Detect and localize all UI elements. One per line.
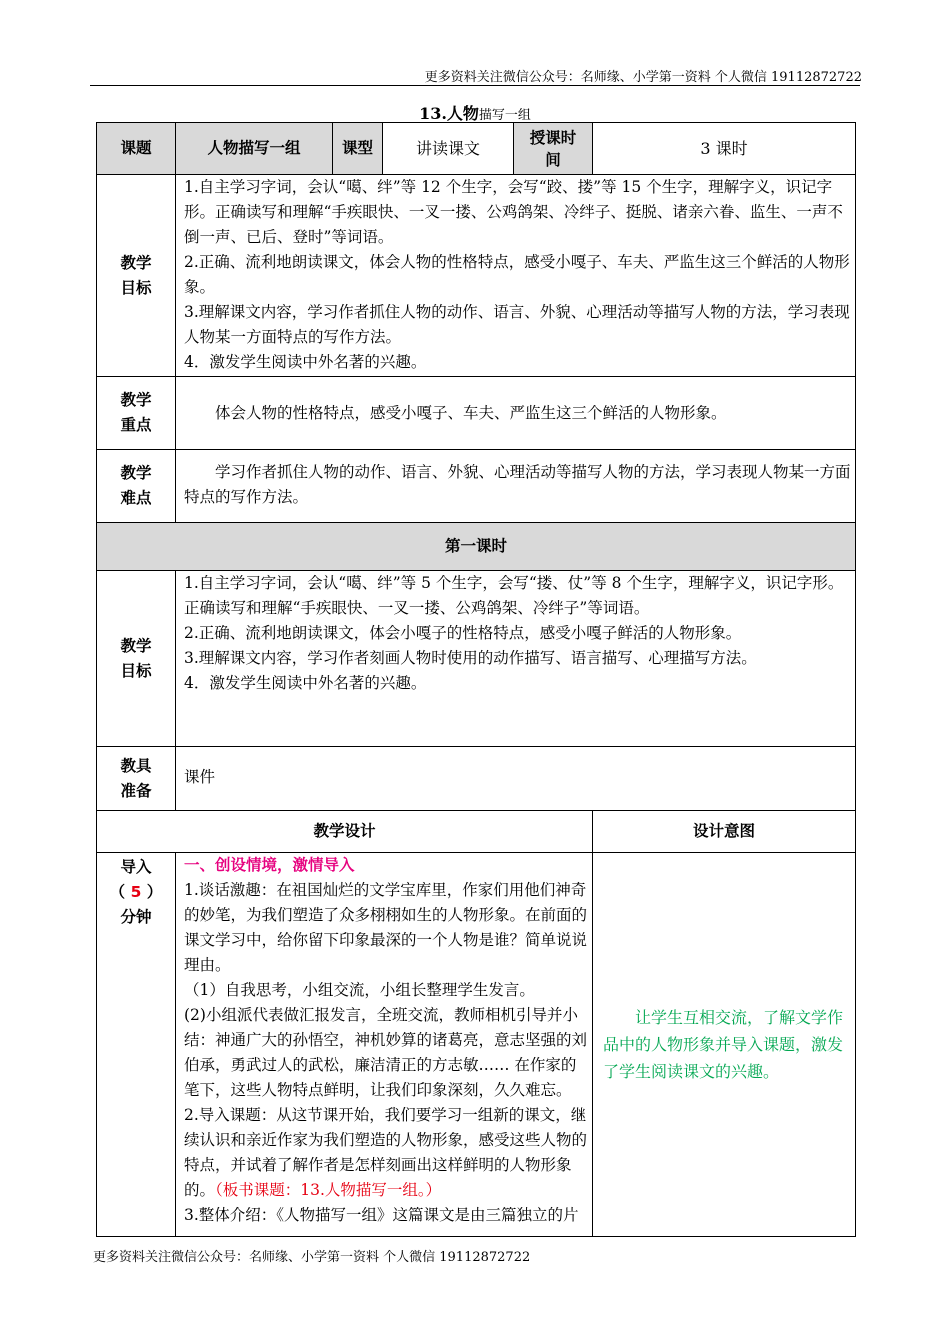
intro-minutes-row [97,880,175,905]
header-divider [90,85,860,86]
lesson-goal-item: 1.自主学习字词，会认“噶、绊”等 5 个生字，会写“搂、仗”等 8 个生字，理解字义，识记字形。正确读写和理解“手疾眼快、一叉一搂、公鸡鸽架、冷绊子”等词语。 [184,574,844,617]
difficulties-text: 学习作者抓住人物的动作、语言、外貌、心理活动等描写人物的方法，学习表现人物某一方面特点的写作方法。 [184,463,851,506]
topic-value: 人物描写一组 [176,123,333,175]
header-note: 更多资料关注微信公众号：名师缘、小学第一资料 个人微信 19112872722 [424,70,862,85]
difficulties-content [176,450,856,523]
intro-time-label [97,853,176,1237]
intro-label-top: 导入 [120,858,152,876]
lesson-goals-content [176,571,856,747]
intro-label-bottom: 分钟 [120,908,152,926]
type-label: 课型 [333,123,383,175]
goals-label: 教学目标 [97,175,176,377]
key-points-content [176,377,856,450]
board-title-note: （板书课题：13.人物描写一组。） [215,1181,442,1199]
key-points-label: 教学重点 [97,377,176,450]
paren-close: ） [146,883,163,901]
hours-label: 授课时间 [514,123,593,175]
lesson-goal-item: 3.理解课文内容，学习作者刻画人物时使用的动作描写、语言描写、心理描写方法。 [184,649,757,667]
goals-content [176,175,856,377]
intro-intent [593,853,856,1237]
difficulties-label: 教学难点 [97,450,176,523]
key-points-text: 体会人物的性格特点，感受小嘎子、车夫、严监生这三个鲜活的人物形象。 [215,403,727,422]
intro-section-title: 一、创设情境，激情导入 [184,856,355,874]
lesson-heading: 第一课时 [97,523,856,571]
intro-content [176,853,593,1237]
goal-item: 2.正确、流利地朗读课文，体会人物的性格特点，感受小嘎子、车夫、严监生这三个鲜活的人物形象。 [184,253,850,296]
type-value: 讲读课文 [383,123,514,175]
intent-header: 设计意图 [593,811,856,853]
tools-label: 教具准备 [97,747,176,811]
intro-paragraph: 3.整体介绍：《人物描写一组》这篇课文是由三篇独立的片 [184,1206,579,1224]
topic-label: 课题 [97,123,176,175]
lesson-goals-label: 教学目标 [97,571,176,747]
title-bold: 人物 [446,104,479,123]
intro-paragraph: 1.谈话激趣：在祖国灿烂的文学宝库里，作家们用他们神奇的妙笔，为我们塑造了众多栩栩如生的人物形象。在前面的课文学习中，给你留下印象最深的一个人物是谁？简单说说理由。 [184,881,588,974]
paren-open: （ [109,883,126,901]
lesson-goal-item: 2.正确、流利地朗读课文，体会小嘎子的性格特点，感受小嘎子鲜活的人物形象。 [184,624,742,642]
tools-value: 课件 [176,747,856,811]
lesson-plan-table [96,122,856,1237]
intro-intent-text: 让学生互相交流，了解文学作品中的人物形象并导入课题，激发了学生阅读课文的兴趣。 [603,1008,844,1081]
intro-minutes: 5 [130,883,142,901]
title-number: 13. [419,104,447,123]
page-title [0,101,950,124]
intro-paragraph: （1）自我思考，小组交流，小组长整理学生发言。 [184,981,535,999]
title-rest: 描写一组 [478,108,531,123]
goal-item: 3.理解课文内容，学习作者抓住人物的动作、语言、外貌、心理活动等描写人物的方法，学习表现人物某一方面特点的写作方法。 [184,303,850,346]
hours-value: 3 课时 [593,123,856,175]
lesson-goal-item: 4．激发学生阅读中外名著的兴趣。 [184,674,427,692]
footer-note: 更多资料关注微信公众号：名师缘、小学第一资料 个人微信 19112872722 [93,1250,531,1265]
intro-paragraph [184,1103,590,1203]
goal-item: 1.自主学习字词，会认“噶、绊”等 12 个生字，会写“跤、搂”等 15 个生字，理解字义，识记字形。正确读写和理解“手疾眼快、一叉一搂、公鸡鸽架、冷绊子、挺脱、诸亲六眷、监生、一声不倒一声、已后、登时”等词语。 [184,178,843,246]
intro-paragraph: (2)小组派代表做汇报发言，全班交流，教师相机引导并小结：神通广大的孙悟空，神机妙算的诸葛亮，意志坚强的刘伯承，勇武过人的武松，廉洁清正的方志敏…… 在作家的笔下，这些人物特点鲜明，让我们印象深刻，久久难忘。 [184,1006,588,1099]
intro-p4-main: 2.导入课题：从这节课开始，我们要学习一组新的课文，继续认识和亲近作家为我们塑造的人物形象，感受这些人物的特点，并试着了解作者是怎样刻画出这样鲜明的人物形象的。 [184,1106,588,1199]
design-header: 教学设计 [97,811,593,853]
goal-item: 4．激发学生阅读中外名著的兴趣。 [184,353,427,371]
